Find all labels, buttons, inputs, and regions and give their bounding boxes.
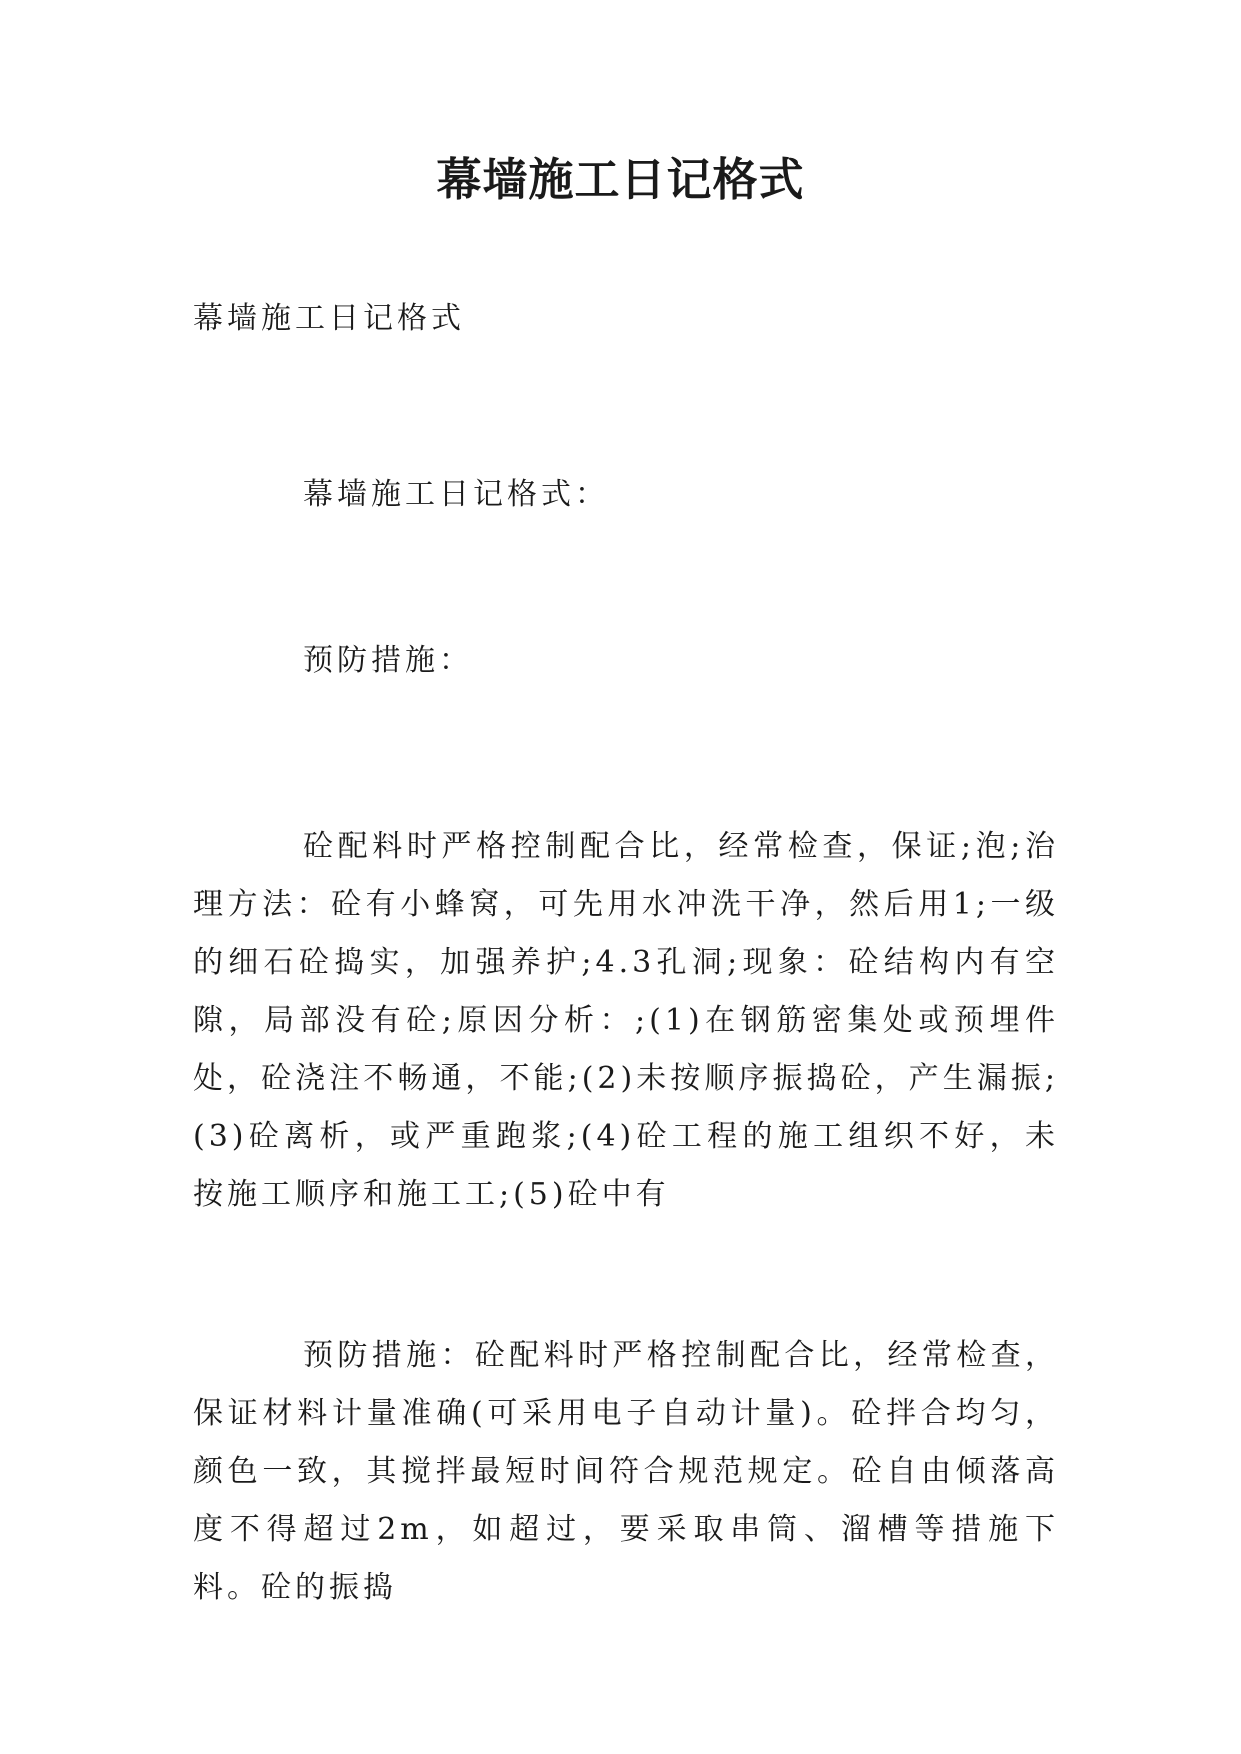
body-paragraph-2: 预防措施：砼配料时严格控制配合比，经常检查，保证材料计量准确(可采用电子自动计量)。砼拌合均匀，颜色一致，其搅拌最短时间符合规范规定。砼自由倾落高度不得超过2m，如超过，要采取串筒、溜槽等措施下料。砼的振捣	[193, 1338, 1059, 1605]
prevention-heading-paragraph: 预防措施：	[303, 643, 473, 678]
subtitle-paragraph: 幕墙施工日记格式	[193, 301, 465, 336]
intro-paragraph: 幕墙施工日记格式：	[303, 477, 609, 512]
document-title: 幕墙施工日记格式	[436, 153, 805, 206]
body-paragraph-1: 砼配料时严格控制配合比，经常检查，保证;泡;治理方法：砼有小蜂窝，可先用水冲洗干净，然后用1;一级的细石砼捣实，加强养护;4.3孔洞;现象：砼结构内有空隙，局部没有砼;原因分析：;(1)在钢筋密集处或预埋件处，砼浇注不畅通，不能;(2)未按顺序振捣砼，产生漏振;(3)砼离析，或严重跑浆;(4)砼工程的施工组织不好，未按施工顺序和施工工;(5)砼中有	[193, 829, 1059, 1212]
